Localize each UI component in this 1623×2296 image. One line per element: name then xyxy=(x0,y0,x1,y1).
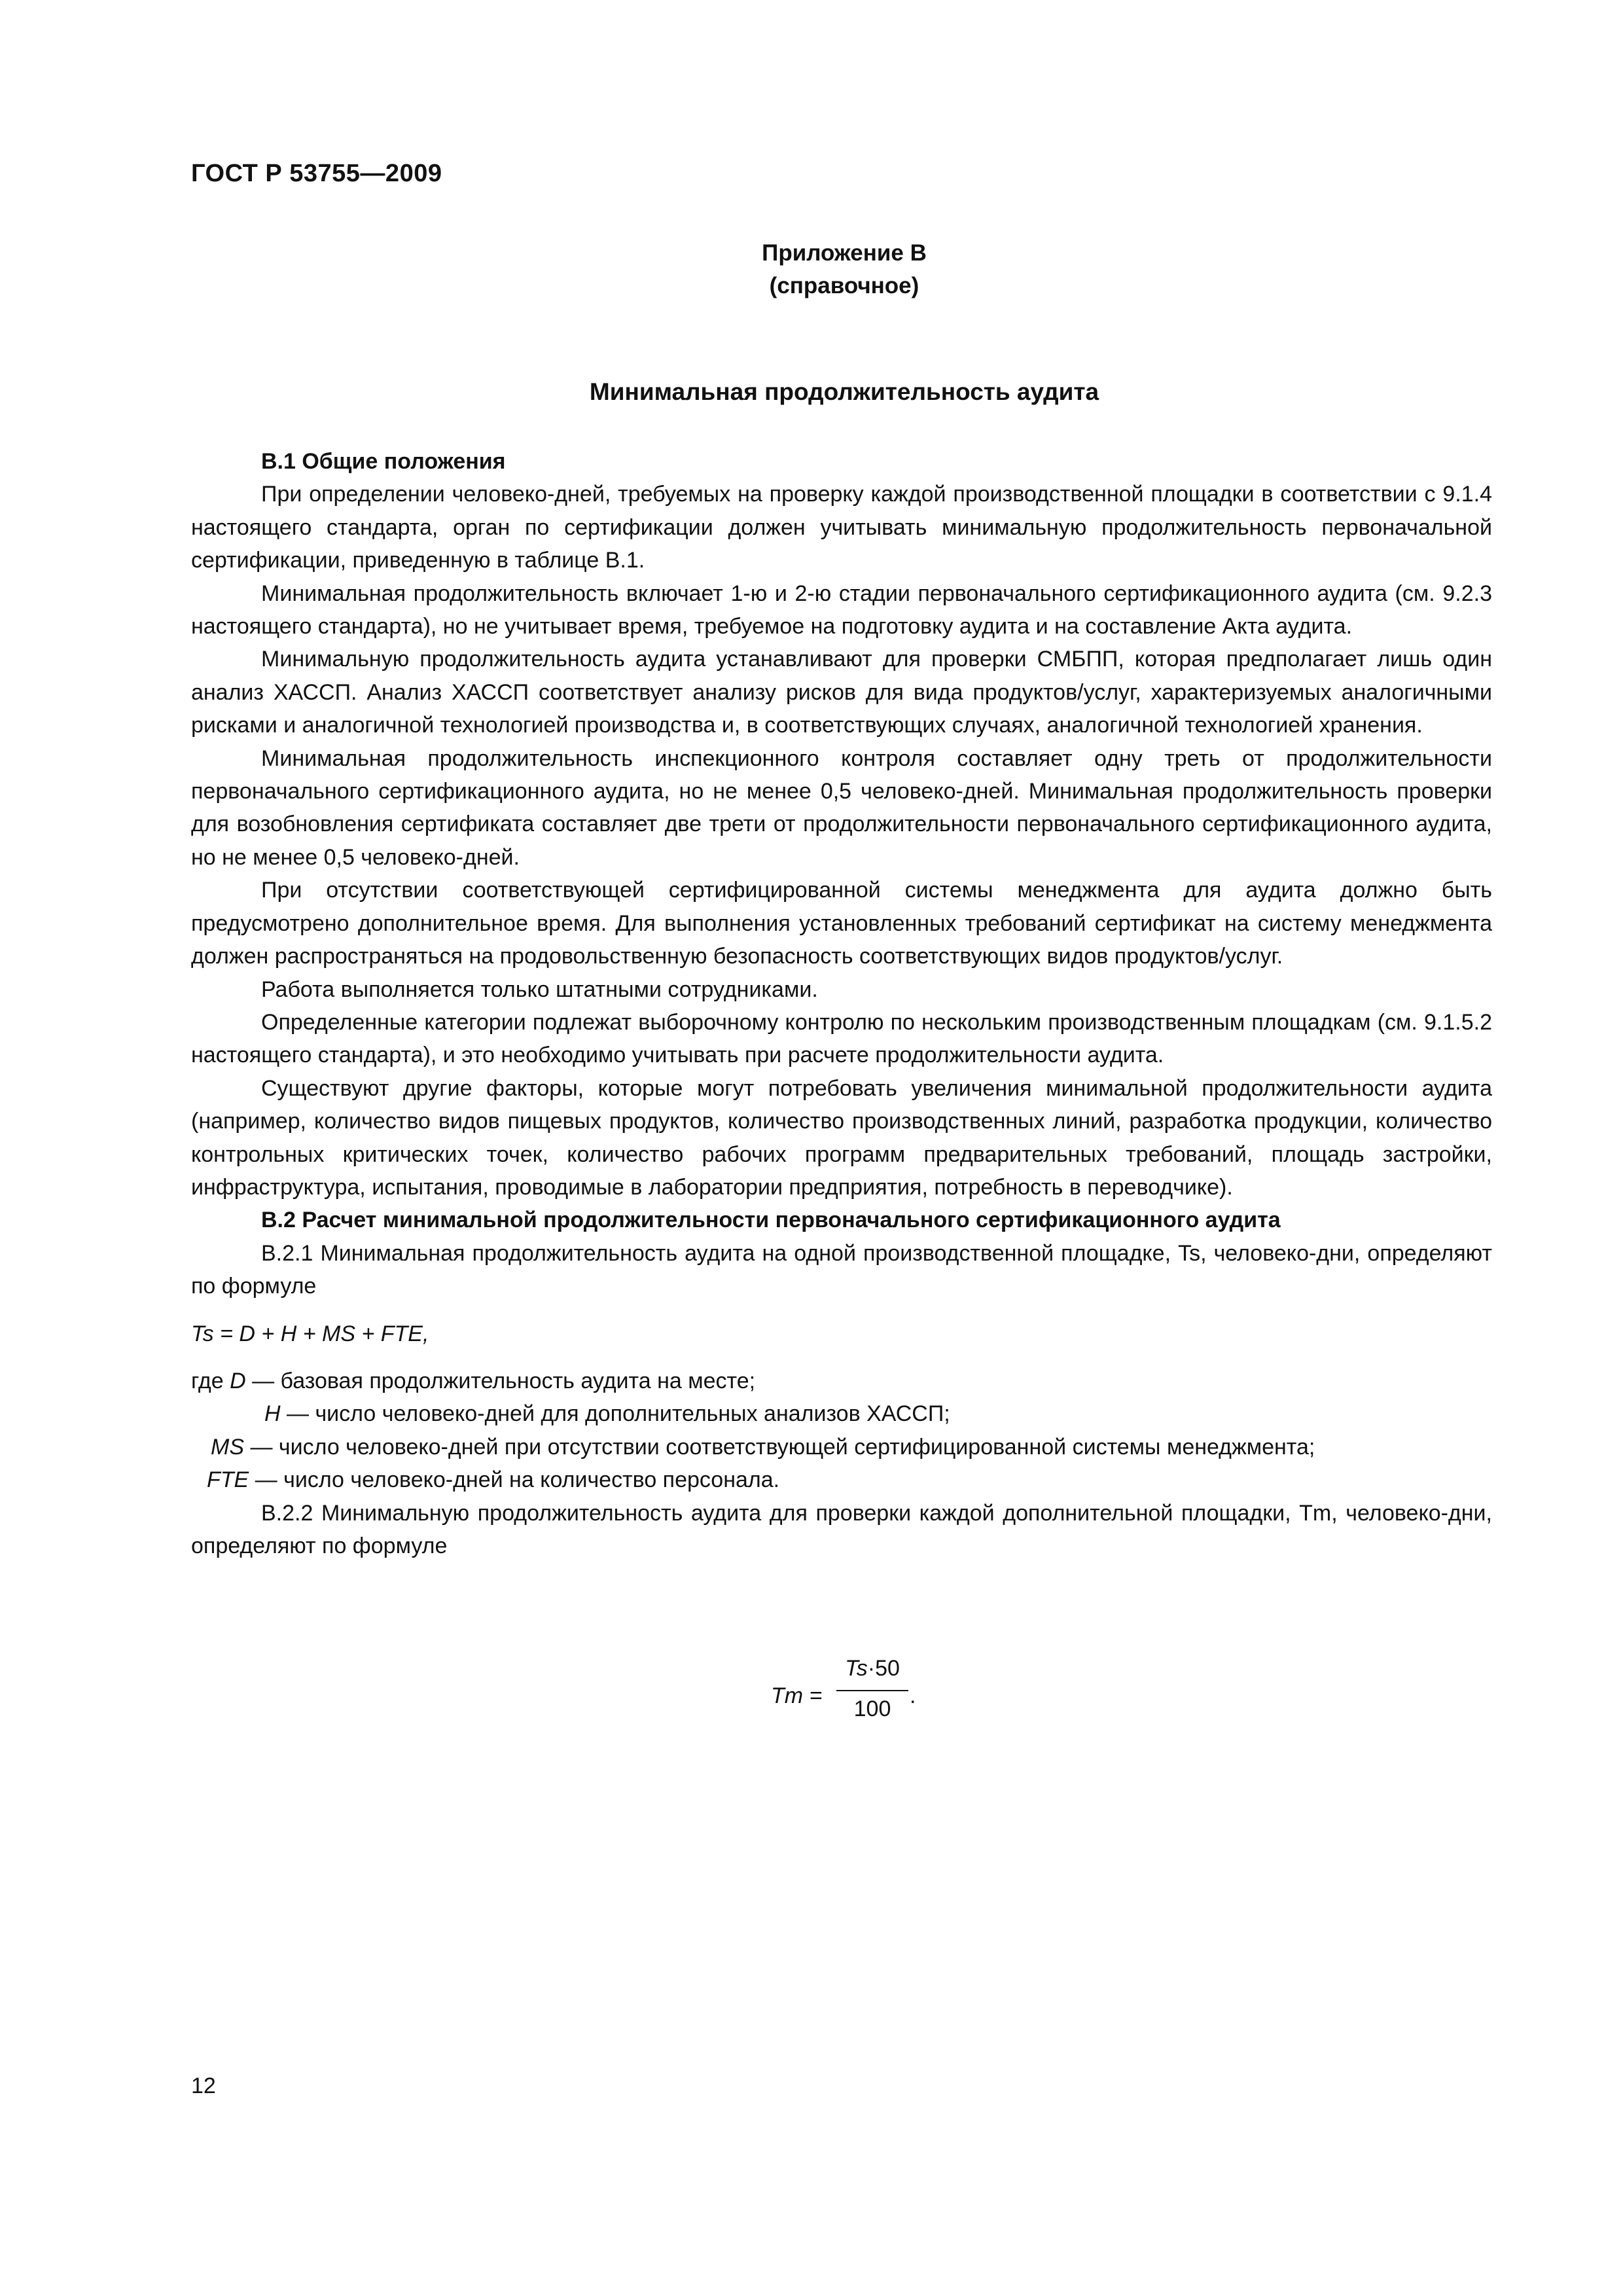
paragraph-b222: В.2.2 Минимальную продолжительность аудита для проверки каждой дополнительной площадки, Tm, человеко-дни, определяют по формуле xyxy=(191,1500,1492,1558)
formula-tm-period: . xyxy=(910,1683,916,1708)
section-b1-heading: В.1 Общие положения xyxy=(261,449,506,474)
section-b2-heading: В.2 Расчет минимальной продолжительности первоначального сертификационного аудита xyxy=(261,1208,1281,1233)
legend-row-ms: MS — число человеко-дней при отсутствии соответствующей сертифицированной системы менеджмента; xyxy=(211,1434,1315,1460)
annex-label: Приложение В xyxy=(762,240,927,266)
annex-status: (справочное) xyxy=(769,273,919,298)
formula-tm-denominator: 100 xyxy=(853,1696,891,1721)
paragraph: При отсутствии соответствующей сертифицированной системы менеджмента для аудита должно быть предусмотрено дополнительное время. Для выполнения установленных требований сертификат на систему менеджмента должен распространяться на продовольственную безопасность соответствующих видов продуктов/услуг. xyxy=(191,878,1492,969)
paragraph: При определении человеко-дней, требуемых на проверку каждой производственной площадки в соответствии с 9.1.4 настоящего стандарта, орган по сертификации должен учитывать минимальную продолжительность первоначальной сертификации, приведенную в таблице В.1. xyxy=(191,482,1492,573)
fraction-bar xyxy=(836,1690,908,1691)
paragraph: Минимальная продолжительность инспекционного контроля составляет одну треть от продолжительности первоначального сертификационного аудита, но не менее 0,5 человеко-дней. Минимальная продолжительность проверки для возобновления сертификата составляет две трети от продолжительности первоначального сертификационного аудита, но не менее 0,5 человеко-дней. xyxy=(191,745,1492,870)
paragraph: Определенные категории подлежат выборочному контролю по нескольким производственным площадкам (см. 9.1.5.2 настоящего стандарта), и это необходимо учитывать при расчете продолжительности аудита. xyxy=(191,1009,1492,1068)
formula-tm-numerator: Ts·50 xyxy=(845,1656,900,1681)
page-number: 12 xyxy=(191,2073,216,2098)
paragraph: Работа выполняется только штатными сотрудниками. xyxy=(261,977,818,1002)
annex-heading xyxy=(0,237,1623,302)
annex-title: Минимальная продолжительность аудита xyxy=(589,378,1099,405)
paragraph: Минимальную продолжительность аудита устанавливают для проверки СМБПП, которая предполагает лишь один анализ ХАССП. Анализ ХАССП соответствует анализу рисков для вида продуктов/услуг, характеризуемых аналогичными рисками и аналогичной технологией производства и, в соответствующих случаях, аналогичной технологией хранения. xyxy=(191,647,1492,738)
legend-row-h: H — число человеко-дней для дополнительных анализов ХАССП; xyxy=(264,1401,950,1427)
document-code: ГОСТ Р 53755—2009 xyxy=(191,160,442,187)
formula-ts: Ts = D + H + MS + FTE, xyxy=(191,1321,429,1346)
body-text xyxy=(191,445,1492,1562)
paragraph: Существуют другие факторы, которые могут потребовать увеличения минимальной продолжительности аудита (например, количество видов пищевых продуктов, количество производственных линий, разработка продукции, количество контрольных критических точек, количество рабочих программ предварительных требований, площадь застройки, инфраструктура, испытания, проводимые в лаборатории предприятия, потребность в переводчике). xyxy=(191,1075,1492,1200)
legend-row-fte: FTE — число человеко-дней на количество персонала. xyxy=(207,1467,780,1493)
formula-legend xyxy=(191,1365,1492,1497)
formula-tm xyxy=(771,1656,941,1734)
formula-tm-lhs: Tm = xyxy=(771,1683,823,1708)
paragraph-b221: В.2.1 Минимальная продолжительность аудита на одной производственной площадке, Ts, человеко-дни, определяют по формуле xyxy=(191,1240,1492,1299)
legend-row-d: где D — базовая продолжительность аудита на месте; xyxy=(191,1368,756,1393)
paragraph: Минимальная продолжительность включает 1-ю и 2-ю стадии первоначального сертификационного аудита (см. 9.2.3 настоящего стандарта), но не учитывает время, требуемое на подготовку аудита и на составление Акта аудита. xyxy=(191,581,1492,639)
